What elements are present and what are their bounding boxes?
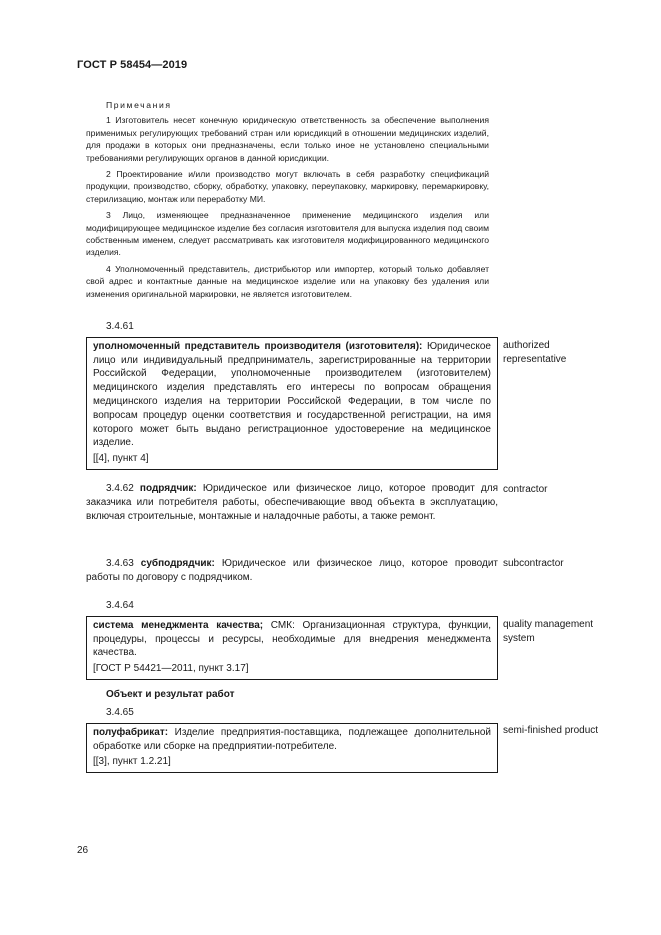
definition: Юридическое или физическое лицо, которое проводит работы по договору с подрядчиком. xyxy=(86,558,498,583)
note-2: 2 Проектирование и/или производство могут включать в себя разработку спецификаций продукции, производство, сборку, обработку, упаковку, переупаковку, маркировку, перемаркировку, стерилизацию, монтаж или переработку МИ. xyxy=(86,169,489,204)
definition-text xyxy=(86,482,498,523)
notes-title: Примечания xyxy=(106,100,172,110)
definition: Юридическое или физическое лицо, которое проводит для заказчика или потребителя работы, обеспечивающие ввод объекта в эксплуатацию, включая строительные, монтажные и наладочные работы, а также ремонт. xyxy=(86,483,498,522)
entry-number: 3.4.64 xyxy=(106,600,134,611)
entry-number: 3.4.62 xyxy=(106,483,134,494)
entry-3-4-64 xyxy=(86,599,498,680)
document-header: ГОСТ Р 58454—2019 xyxy=(77,59,188,71)
term: субподрядчик: xyxy=(140,558,215,569)
english-term-3-4-63: subcontractor xyxy=(503,558,564,569)
note-1: 1 Изготовитель несет конечную юридическую ответственность за обеспечение выполнения применимых регулирующих требований стран или юрисдикций в отношении медицинских изделий, для продажи в которых они предназначены, если только иное не установлено специальными требованиями регулирующих органов в данной юрисдикции. xyxy=(86,115,489,163)
source-reference: [[4], пункт 4] xyxy=(93,453,149,465)
entry-3-4-61 xyxy=(86,320,498,470)
term: уполномоченный представитель производителя (изготовителя): xyxy=(93,340,423,352)
definition-text xyxy=(93,619,491,660)
entry-3-4-65 xyxy=(86,706,498,773)
note-3: 3 Лицо, изменяющее предназначенное применение медицинского изделия или модифицирующее медицинское изделие без согласия изготовителя для выпуска изделия под своим собственным именем, следует рассматривать как изготовителя модифицированного медицинского изделия. xyxy=(86,210,489,258)
english-term-3-4-61: authorized representative xyxy=(503,340,567,365)
definition-text xyxy=(93,340,491,450)
note-4: 4 Уполномоченный представитель, дистрибьютор или импортер, который только добавляет свой адрес и контактные данные на медицинское изделие или на упаковку без удаления или изменения оригинальной маркировки, не является изготовителем. xyxy=(86,263,489,299)
definition-box xyxy=(86,337,498,470)
section-heading: Объект и результат работ xyxy=(106,689,235,700)
term: полуфабрикат: xyxy=(93,726,169,738)
definition-box xyxy=(86,723,498,773)
term: подрядчик: xyxy=(139,483,197,494)
english-term-3-4-65: semi-finished product xyxy=(503,725,599,736)
entry-3-4-62 xyxy=(86,482,498,523)
source-reference: [ГОСТ Р 54421—2011, пункт 3.17] xyxy=(93,663,249,675)
entry-number: 3.4.65 xyxy=(106,707,134,718)
definition: Изделие предприятия-поставщика, подлежащее дополнительной обработке или сборке на предприятии-потребителе. xyxy=(93,726,491,752)
term: система менеджмента качества; xyxy=(93,619,264,631)
definition-text xyxy=(86,557,498,585)
entry-3-4-63 xyxy=(86,557,498,585)
source-reference: [[3], пункт 1.2.21] xyxy=(93,756,171,768)
page-number: 26 xyxy=(77,845,89,856)
definition-text xyxy=(93,726,491,754)
english-term-3-4-64: quality management system xyxy=(503,619,594,644)
definition: Юридическое лицо или индивидуальный предприниматель, зарегистрированные на территории Российской Федерации, уполномоченные производителем (изготовителем) медицинского изделия представлять его интересы по вопросам обращения медицинского изделия на территории Российской Федерации, в том числе по вопросам процедур оценки соответствия и государственной регистрации, на имя которого может быть выдано регистрационное удостоверение на медицинское изделие. xyxy=(93,340,491,449)
entry-number: 3.4.61 xyxy=(106,321,134,332)
definition-box xyxy=(86,616,498,680)
definition: СМК: Организационная структура, функции, процедуры, процессы и ресурсы, необходимые для внедрения менеджмента качества. xyxy=(93,619,492,659)
entry-number: 3.4.63 xyxy=(106,558,134,569)
english-term-3-4-62: contractor xyxy=(503,484,548,495)
notes-block xyxy=(86,99,489,304)
